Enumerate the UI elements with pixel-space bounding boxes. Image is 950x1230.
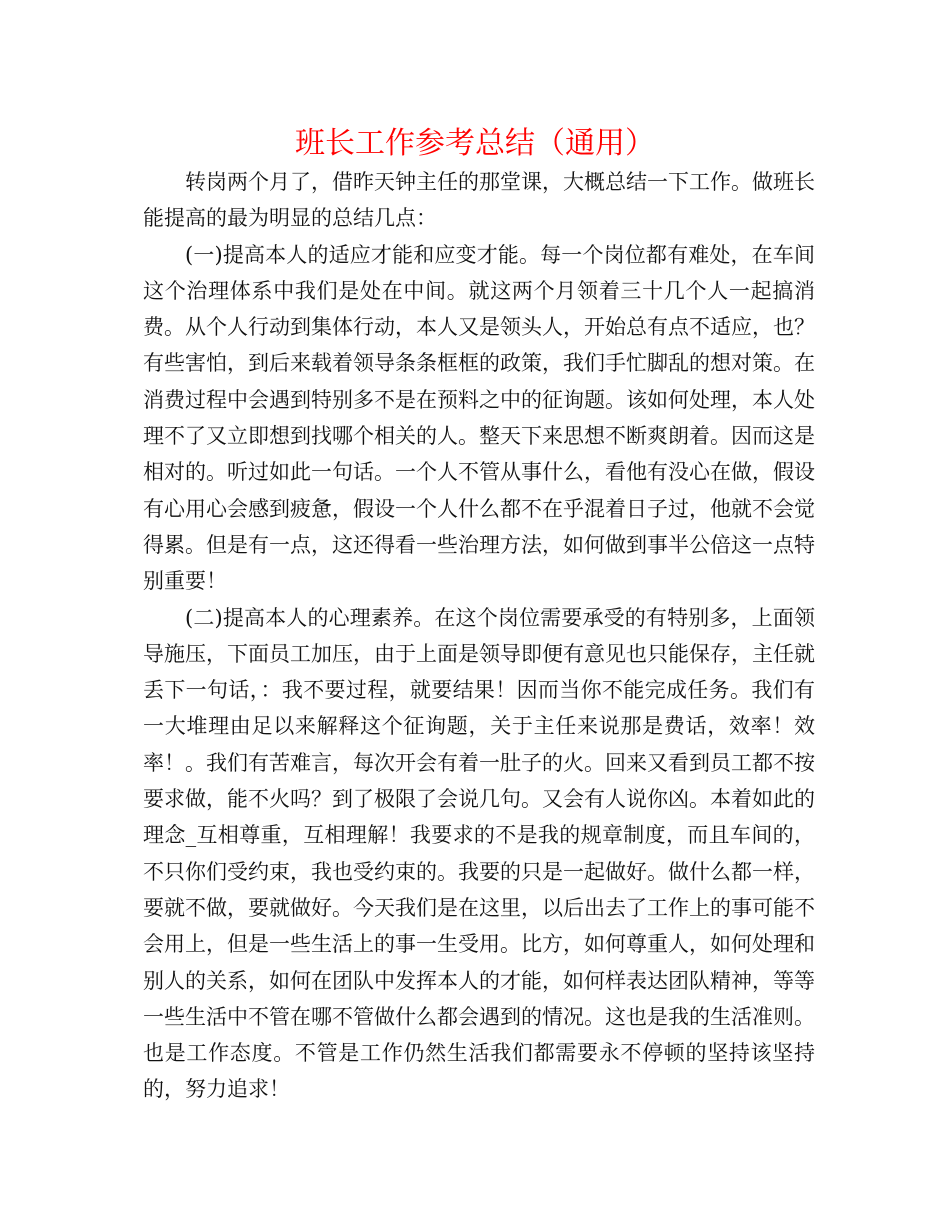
document-body bbox=[143, 164, 815, 1108]
paragraph-point-one: (一)提高本人的适应才能和应变才能。每一个岗位都有难处，在车间这个治理体系中我们是处在中间。就这两个月领着三十几个人一起搞消费。从个人行动到集体行动，本人又是领头人，开始总有点不适应，也？有些害怕，到后来载着领导条条框框的政策，我们手忙脚乱的想对策。在消费过程中会遇到特别多不是在预料之中的征询题。该如何处理，本人处理不了又立即想到找哪个相关的人。整天下来思想不断爽朗着。因而这是相对的。听过如此一句话。一个人不管从事什么，看他有没心在做，假设有心用心会感到疲惫，假设一个人什么都不在乎混着日子过，他就不会觉得累。但是有一点，这还得看一些治理方法，如何做到事半公倍这一点特别重要！ bbox=[143, 242, 815, 594]
paragraph-point-two: (二)提高本人的心理素养。在这个岗位需要承受的有特别多，上面领导施压，下面员工加压，由于上面是领导即便有意见也只能保存，主任就丢下一句话，：我不要过程，就要结果！因而当你不能完成任务。我们有一大堆理由足以来解释这个征询题，关于主任来说那是费话，效率！效率！。我们有苦难言，每次开会有着一肚子的火。回来又看到员工都不按要求做，能不火吗？到了极限了会说几句。又会有人说你凶。本着如此的理念_互相尊重，互相理解！我要求的不是我的规章制度，而且车间的，不只你们受约束，我也受约束的。我要的只是一起做好。做什么都一样，要就不做，要就做好。今天我们是在这里，以后出去了工作上的事可能不会用上，但是一些生活上的事一生受用。比方，如何尊重人，如何处理和别人的关系，如何在团队中发挥本人的才能，如何样表达团队精神，等等一些生活中不管在哪不管做什么都会遇到的情况。这也是我的生活准则。也是工作态度。不管是工作仍然生活我们都需要永不停顿的坚持该坚持的，努力追求！ bbox=[143, 605, 815, 1102]
document-title: 班长工作参考总结（通用） bbox=[295, 126, 655, 161]
paragraph-intro: 转岗两个月了，借昨天钟主任的那堂课，大概总结一下工作。做班长能提高的最为明显的总结几点： bbox=[143, 170, 815, 231]
